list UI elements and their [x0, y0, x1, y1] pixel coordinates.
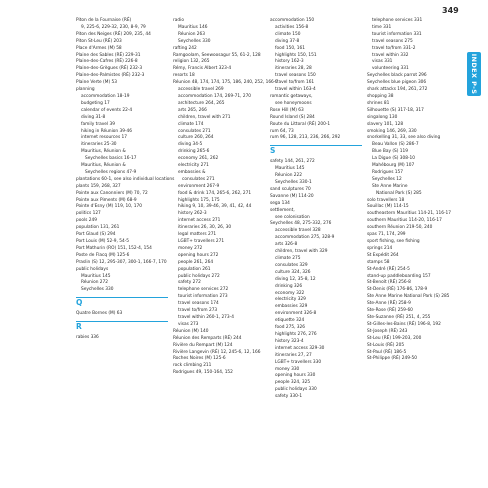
index-entry: public holidays 330 [275, 387, 317, 393]
index-entry: Ste Anne Marine [372, 183, 408, 189]
index-entry: Seychelles regions 47-9 [85, 169, 137, 175]
index-entry: see colonisation [275, 214, 310, 220]
index-entry: architecture 264, 265 [178, 100, 225, 106]
index-entry: Réunion 222 [275, 173, 302, 179]
index-entry: food 150, 161 [275, 45, 305, 51]
index-letter-heading: Q [76, 297, 168, 308]
index-entry: consulates 329 [275, 262, 308, 268]
index-entry: Seychelles 330 [178, 38, 211, 44]
index-entry: hiking 9, 10, 39-46, 39, 41, 42, 44 [178, 204, 252, 210]
index-entry: Plaine-des-Cafres (RÉ) 226-8 [76, 59, 138, 65]
index-entry: Seychelles black parrot 296 [367, 73, 427, 79]
index-entry: itineraries 25-30 [81, 142, 117, 148]
index-entry: slavery 101, 128 [367, 121, 404, 127]
index-entry: 9, 225-6, 229-32, 230, 8-9, 79 [81, 24, 146, 30]
index-entry: southeastern Mauritius 114-21, 116-17 [367, 211, 452, 217]
index-entry: Port Glaud (S) 294 [76, 232, 116, 238]
index-entry: electricity 329 [275, 297, 306, 303]
index-entry: itineraries 28, 28 [275, 66, 312, 72]
index-entry: southern Réunion 219-50, 240 [367, 225, 433, 231]
index-entry: singalong 130 [367, 114, 398, 120]
index-entry: travel to/from 161 [275, 80, 315, 86]
index-entry: Blue Bay (S) 119 [372, 149, 409, 155]
index-entry: rabies 336 [76, 335, 99, 341]
index-entry: culture 324, 326 [275, 269, 311, 275]
index-entry: Pointe d'Esny (M) 119, 10, 170 [76, 204, 142, 210]
index-entry: opening hours 272 [178, 252, 219, 258]
index-column-4 [367, 18, 459, 363]
index-entry: rafting 242 [173, 45, 197, 51]
index-entry: Round Island (S) 284 [270, 114, 315, 120]
index-entry: travel within 260-1, 273-4 [178, 314, 234, 320]
index-entry: southern Mauritius 114-20, 116-17 [367, 218, 442, 224]
index-entry: radio [173, 18, 184, 23]
index-entry: rock climbing 211 [173, 363, 212, 369]
index-entry: embassies 329 [275, 304, 308, 310]
index-entry: children, travel with 329 [275, 249, 328, 255]
index-entry: Rémy, Francis Albert 323-4 [173, 66, 232, 72]
index-entry: settlement, [270, 207, 295, 213]
index-entry: food & drink 174, 265-6, 262, 271 [178, 190, 252, 196]
index-entry: smoking 146, 269, 330 [367, 128, 417, 134]
index-entry: shrines 81 [367, 100, 390, 106]
index-entry: Ste-Suzanne (RÉ) 251, 4, 255 [367, 314, 431, 320]
index-entry: embassies & [178, 169, 206, 175]
index-entry: pools 249 [76, 218, 97, 224]
index-entry: people 324, 325 [275, 380, 311, 386]
index-entry: money 330 [275, 366, 300, 372]
index-entry: plants 159, 268, 327 [76, 183, 121, 189]
index-entry: travel within 332 [372, 52, 409, 58]
index-entry: plantations 60-1, see also individual locations [76, 176, 175, 182]
index-entry: St Expédit 264 [367, 252, 399, 258]
index-entry: safety 272 [178, 280, 201, 286]
index-column-3 [270, 18, 362, 401]
index-entry: rum 64, 73 [270, 128, 294, 134]
index-entry: volunteering 331 [372, 66, 409, 72]
index-entry: Ste-Anne (RÉ) 258-9 [367, 301, 411, 307]
index-entry: family travel 39 [81, 121, 115, 127]
index-entry: St-Louis (RÉ) 205 [367, 342, 405, 348]
index-entry: St-André (RÉ) 254-5 [367, 266, 410, 272]
index-entry: Beau Vallon (S) 286-7 [372, 142, 419, 148]
index-entry: food 275, 326 [275, 325, 305, 331]
index-entry: Réunion 272 [81, 280, 108, 286]
index-entry: National Park (S) 285 [376, 190, 422, 196]
index-entry: travel seasons 174 [178, 301, 219, 307]
index-entry: budgeting 17 [81, 100, 110, 106]
index-entry: Ramgoolam, Seewoosagur 55, 61-2, 128 [173, 52, 261, 58]
index-entry: Réunion (M) 140 [173, 328, 209, 334]
index-entry: highlights 175, 175 [178, 197, 220, 203]
index-entry: St-Joseph (RÉ) 243 [367, 328, 408, 334]
index-entry: shopping 38 [367, 93, 394, 99]
index-entry: climate 150 [275, 31, 301, 37]
index-entry: diving 12, 35-8, 12 [275, 276, 316, 282]
index-entry: population 261 [178, 266, 211, 272]
index-entry: springs 214 [367, 245, 393, 251]
index-column-1 [76, 18, 175, 342]
index-entry: Mauritius 146 [178, 24, 208, 30]
index-entry: accessible travel 328 [275, 228, 321, 234]
index-column-2 [173, 18, 279, 377]
index-entry: safety 330-1 [275, 394, 303, 400]
index-entry: electricity 271 [178, 163, 209, 169]
index-entry: accessible travel 269 [178, 87, 224, 93]
index-entry: travel within 163-4 [275, 87, 316, 93]
index-entry: climate 174 [178, 121, 204, 127]
index-entry: travel seasons 275 [372, 38, 413, 44]
index-entry: arts 326-8 [275, 242, 298, 248]
index-entry: public holidays [76, 266, 109, 272]
index-entry: Seychelles 12 [372, 176, 402, 182]
index-entry: shark attacks 194, 261, 272 [367, 87, 428, 93]
index-entry: Réunion des Remparts (RÉ) 244 [173, 335, 242, 341]
index-entry: culture 260, 264 [178, 135, 214, 141]
index-entry: economy 322 [275, 290, 305, 296]
index-entry: itineraries 27, 27 [275, 352, 312, 358]
index-entry: telephone services 331 [372, 18, 423, 23]
index-entry: Piton St-Leu (RÉ) 203 [76, 38, 122, 44]
index-entry: travel seasons 150 [275, 73, 316, 79]
index-entry: Souillac (M) 114-15 [367, 204, 409, 210]
index-entry: itineraries 26, 30, 26, 30 [178, 225, 232, 231]
index-entry: Seychelles 330-1 [275, 180, 312, 186]
index-tab-label: INDEX P-S [470, 53, 478, 95]
index-entry: stamps 58 [367, 259, 390, 265]
page-number: 349 [442, 6, 459, 15]
index-entry: accommodation 174, 269-71, 270 [178, 93, 252, 99]
index-entry: Seychelles 48, 275-332, 276 [270, 221, 332, 227]
index-entry: Port Louis (M) 52-9, 54-5 [76, 239, 130, 244]
index-entry: environment 326-8 [275, 311, 317, 317]
index-entry: Piton de la Fournaise (RÉ) [76, 18, 132, 23]
index-entry: Pointe aux Piments (M) 68-9 [76, 197, 137, 203]
index-entry: children, travel with 271 [178, 114, 231, 120]
index-entry: Rivière du Rempart (M) 124 [173, 342, 233, 348]
index-letter-heading: S [270, 145, 362, 156]
index-entry: diving 34-5 [178, 142, 203, 148]
index-entry: LGBT+ travellers 330 [275, 359, 322, 365]
index-entry: resorts 18 [173, 73, 195, 79]
index-entry: Quatre Bornes (M) 63 [76, 311, 123, 317]
index-entry: etiquette 324 [275, 318, 305, 324]
index-entry: Savanne (M) 114-20 [270, 193, 314, 199]
index-entry: accommodation 275, 328-9 [275, 235, 335, 241]
index-entry: highlights 150, 151 [275, 52, 317, 58]
index-entry: politics 127 [76, 211, 101, 217]
index-entry: drinking 326 [275, 283, 303, 289]
index-entry: accommodation 150 [270, 18, 315, 23]
index-entry: Mauritius, Réunion & [81, 163, 126, 169]
index-entry: hiking in Réunion 39-46 [81, 128, 132, 134]
index-entry: Route du Littoral (RÉ) 200-1 [270, 121, 331, 127]
index-entry: internet resources 17 [81, 135, 128, 141]
index-entry: diving 31-8 [81, 114, 106, 120]
index-entry: environment 267-9 [178, 183, 220, 189]
index-entry: climate 275 [275, 256, 301, 261]
index-entry: Port Mathurin (RO) 151, 152-4, 154 [76, 245, 152, 251]
index-entry: visas 331 [372, 59, 393, 65]
index-entry: calendar of events 22-4 [81, 107, 133, 113]
index-entry: Rodrigues 157 [372, 169, 404, 175]
index-entry: Rodrigues 49, 150-164, 152 [173, 370, 233, 376]
index-entry: arts 265, 266 [178, 107, 207, 113]
index-entry: Ste Anne Marine National Park (S) 285 [367, 294, 450, 300]
index-entry: Pointe aux Canonniers (M) 70, 72 [76, 190, 148, 196]
index-entry: tourist information 331 [372, 31, 422, 37]
index-entry: Mauritius, Réunion & [81, 149, 126, 155]
index-entry: St-Denis (RÉ) 176-86, 178-9 [367, 287, 428, 293]
index-entry: sand sculptures 70 [270, 186, 311, 192]
index-entry: money 272 [178, 245, 203, 251]
index-letter-heading: R [76, 321, 168, 332]
index-entry: Silhouette (S) 317-18, 317 [367, 107, 424, 113]
index-entry: people 261, 264 [178, 259, 214, 265]
index-entry: travel to/from 331-2 [372, 45, 416, 51]
index-entry: Rose Hill (M) 63 [270, 107, 304, 113]
index-entry: history 323-4 [275, 338, 304, 344]
index-entry: St-Paul (RÉ) 186-5 [367, 349, 407, 355]
index-entry: time 331 [372, 24, 392, 30]
index-entry: snorkelling 31, 33, see also diving [367, 135, 441, 141]
index-entry: tourist information 273 [178, 294, 228, 300]
index-entry: Plaine des Sables (RÉ) 229-31 [76, 52, 141, 58]
index-entry: Seychelles basics 16-17 [85, 156, 137, 162]
index-entry: accommodation 18-19 [81, 93, 130, 99]
index-entry: drinking 265-6 [178, 149, 210, 155]
index-entry: Mauritius 145 [275, 166, 305, 172]
index-entry: visas 273 [178, 321, 199, 327]
index-entry: legal matters 271 [178, 232, 217, 238]
index-entry: romantic getaways, [270, 93, 313, 99]
index-entry: La Digue (S) 308-10 [372, 156, 416, 162]
index-entry: consulates 271 [182, 176, 215, 182]
index-entry: Place d'Armes (M) 58 [76, 45, 122, 51]
index-entry: LGBT+ travellers 271 [178, 239, 225, 244]
index-entry: sport fishing, see fishing [367, 239, 420, 244]
index-entry: activities 156-8 [275, 24, 309, 30]
index-entry: diving 37-8 [275, 38, 300, 44]
index-entry: Plaine Verte (M) 53 [76, 80, 117, 86]
index-entry: stand-up paddleboarding 157 [367, 273, 431, 279]
index-entry: travel to/from 273 [178, 308, 218, 314]
index-entry: planning [76, 87, 95, 93]
index-entry: solo travellers 18 [367, 197, 405, 203]
index-entry: sega 134 [270, 200, 290, 206]
index-entry: St-Philippe (RÉ) 249-50 [367, 356, 417, 362]
index-entry: opening hours 330 [275, 373, 316, 379]
index-entry: Mauritius 145 [81, 273, 111, 279]
index-entry: population 131, 261 [76, 225, 120, 231]
index-entry: see honeymoons [275, 100, 312, 106]
index-entry: Ste-Rose (RÉ) 259-60 [367, 308, 413, 314]
index-entry: Rivière Langevin (RÉ) 12, 245-6, 12, 166 [173, 349, 261, 355]
index-entry: safety 144, 261, 272 [270, 159, 315, 165]
index-entry: Seychelles blue pigeon 306 [367, 80, 427, 86]
index-entry: history 162-3 [275, 59, 304, 65]
index-entry: Mahébourg (M) 107 [372, 163, 415, 169]
index-entry: Poste de Flacq (M) 125-6 [76, 252, 130, 258]
index-entry: spas 71, 174, 299 [367, 232, 406, 238]
index-entry: highlights 276, 276 [275, 331, 317, 337]
index-entry: Réunion 263 [178, 31, 205, 37]
index-entry: economy 261, 262 [178, 156, 219, 162]
index-entry: Praslin (S) 12, 295-307, 300-1, 166-7, 170 [76, 259, 167, 265]
index-entry: Réunion 48, 174, 174, 175, 186, 240, 252, 166-7 [173, 80, 279, 86]
index-entry: internet access 329-30 [275, 345, 325, 351]
index-entry: Plaine-des-Palmistes (RÉ) 232-3 [76, 73, 145, 79]
index-entry: history 262-3 [178, 211, 207, 217]
index-entry: internet access 271 [178, 218, 221, 224]
index-entry: public holidays 272 [178, 273, 220, 279]
index-entry: Roches Noires (M) 125-6 [173, 356, 226, 362]
index-entry: Piton des Neiges (RÉ) 209, 235, 44 [76, 31, 151, 37]
index-entry: Plaine-des-Grègues (RÉ) 232-3 [76, 66, 143, 72]
index-entry: St-Leu (RÉ) 199-203, 200 [367, 335, 422, 341]
index-entry: St-Gilles-les-Bains (RÉ) 196-8, 192 [367, 321, 441, 327]
index-entry: St-Benoît (RÉ) 256-8 [367, 280, 411, 286]
index-entry: rum 96, 128, 213, 236, 266, 292 [270, 135, 341, 141]
index-thumb-tab [467, 52, 481, 96]
index-entry: consulates 271 [178, 128, 211, 134]
index-entry: telephone services 272 [178, 287, 229, 293]
index-entry: Seychelles 330 [81, 287, 114, 293]
index-entry: religion 132, 265 [173, 59, 210, 65]
